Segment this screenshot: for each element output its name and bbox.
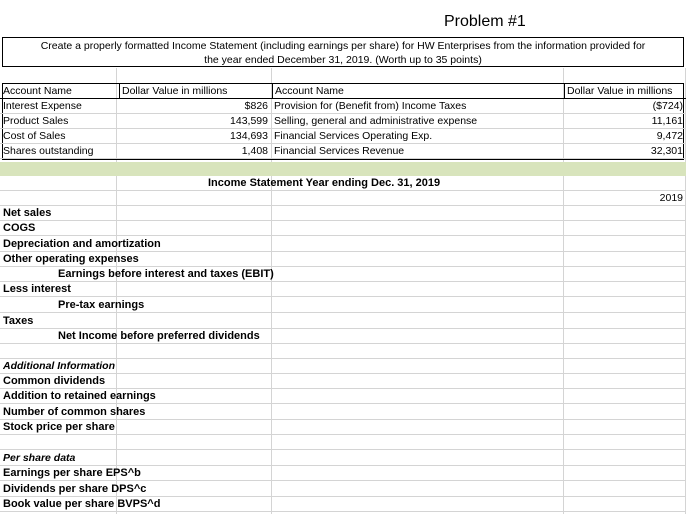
- account-name-cell[interactable]: Provision for (Benefit from) Income Taxes: [274, 100, 467, 112]
- account-name-cell[interactable]: Selling, general and administrative expense: [274, 115, 478, 127]
- year-row: [0, 191, 686, 206]
- statement-row: [0, 237, 686, 252]
- statement-row: [0, 420, 686, 435]
- statement-row: [0, 206, 686, 221]
- dollar-value-cell[interactable]: ($724): [652, 100, 683, 112]
- statement-row: [0, 389, 686, 404]
- retained-earnings-label[interactable]: Addition to retained earnings: [3, 390, 156, 402]
- problem-title: Problem #1: [444, 13, 526, 30]
- statement-row: [0, 267, 686, 282]
- dollar-value-cell[interactable]: $826: [244, 100, 268, 112]
- statement-row: [0, 221, 686, 236]
- statement-heading[interactable]: Income Statement Year ending Dec. 31, 2019: [208, 177, 441, 189]
- instructions-box[interactable]: [2, 37, 684, 67]
- given-table-row: [0, 99, 686, 114]
- account-name-cell[interactable]: Product Sales: [3, 115, 69, 127]
- pretax-label[interactable]: Pre-tax earnings: [58, 299, 145, 311]
- dep-amort-label[interactable]: Depreciation and amortization: [3, 238, 161, 250]
- statement-heading-row: [0, 176, 686, 191]
- net-sales-label[interactable]: Net sales: [3, 207, 52, 219]
- account-name-cell[interactable]: Financial Services Operating Exp.: [274, 130, 433, 142]
- account-name-cell[interactable]: Shares outstanding: [3, 145, 94, 157]
- empty-row: [0, 435, 686, 450]
- empty-row: [0, 344, 686, 359]
- dollar-value-cell[interactable]: 1,408: [241, 145, 268, 157]
- given-table-row: [0, 114, 686, 129]
- statement-row: [0, 482, 686, 497]
- less-interest-label[interactable]: Less interest: [3, 283, 71, 295]
- ebit-label[interactable]: Earnings before interest and taxes (EBIT): [58, 268, 274, 280]
- statement-row: [0, 298, 686, 313]
- statement-row: [0, 405, 686, 420]
- stock-price-label[interactable]: Stock price per share: [3, 421, 115, 433]
- statement-row: [0, 314, 686, 329]
- instructions-line-2: the year ended December 31, 2019. (Worth up to 35 points): [204, 54, 482, 66]
- dollar-value-cell[interactable]: 32,301: [650, 145, 683, 157]
- statement-row: [0, 497, 686, 512]
- header-dollar-value-2[interactable]: Dollar Value in millions: [564, 84, 686, 99]
- separator-band: [0, 162, 686, 176]
- dps-label[interactable]: Dividends per share DPS^c: [3, 483, 147, 495]
- year-header[interactable]: 2019: [659, 192, 683, 204]
- statement-row: [0, 282, 686, 297]
- account-name-cell[interactable]: Cost of Sales: [3, 130, 66, 142]
- per-share-heading[interactable]: Per share data: [3, 452, 76, 464]
- given-table-header-row: [0, 84, 686, 99]
- common-dividends-label[interactable]: Common dividends: [3, 375, 106, 387]
- statement-row: [0, 466, 686, 481]
- eps-label[interactable]: Earnings per share EPS^b: [3, 467, 141, 479]
- statement-row: [0, 374, 686, 389]
- net-income-label[interactable]: Net Income before preferred dividends: [58, 330, 260, 342]
- given-table-row: [0, 129, 686, 144]
- num-shares-label[interactable]: Number of common shares: [3, 406, 146, 418]
- header-dollar-value-1[interactable]: Dollar Value in millions: [119, 84, 272, 99]
- cogs-label[interactable]: COGS: [3, 222, 36, 234]
- additional-heading[interactable]: Additional Information: [3, 360, 115, 372]
- account-name-cell[interactable]: Financial Services Revenue: [274, 145, 405, 157]
- per-share-heading-row: [0, 451, 686, 466]
- other-opex-label[interactable]: Other operating expenses: [3, 253, 139, 265]
- header-account-name-2[interactable]: Account Name: [272, 84, 565, 99]
- dollar-value-cell[interactable]: 134,693: [230, 130, 268, 142]
- statement-row: [0, 329, 686, 344]
- dollar-value-cell[interactable]: 9,472: [656, 130, 683, 142]
- additional-heading-row: [0, 359, 686, 374]
- problem-title-row: [0, 13, 686, 35]
- instructions-line-1: Create a properly formatted Income Statement (including earnings per share) for HW Enterprises from the information provided for: [40, 40, 646, 52]
- dollar-value-cell[interactable]: 11,161: [651, 115, 683, 127]
- taxes-label[interactable]: Taxes: [3, 315, 34, 327]
- account-name-cell[interactable]: Interest Expense: [3, 100, 82, 112]
- given-table-row: [0, 144, 686, 159]
- statement-row: [0, 252, 686, 267]
- header-account-name-1[interactable]: Account Name: [3, 85, 72, 97]
- bvps-label[interactable]: Book value per share BVPS^d: [3, 498, 161, 510]
- dollar-value-cell[interactable]: 143,599: [230, 115, 268, 127]
